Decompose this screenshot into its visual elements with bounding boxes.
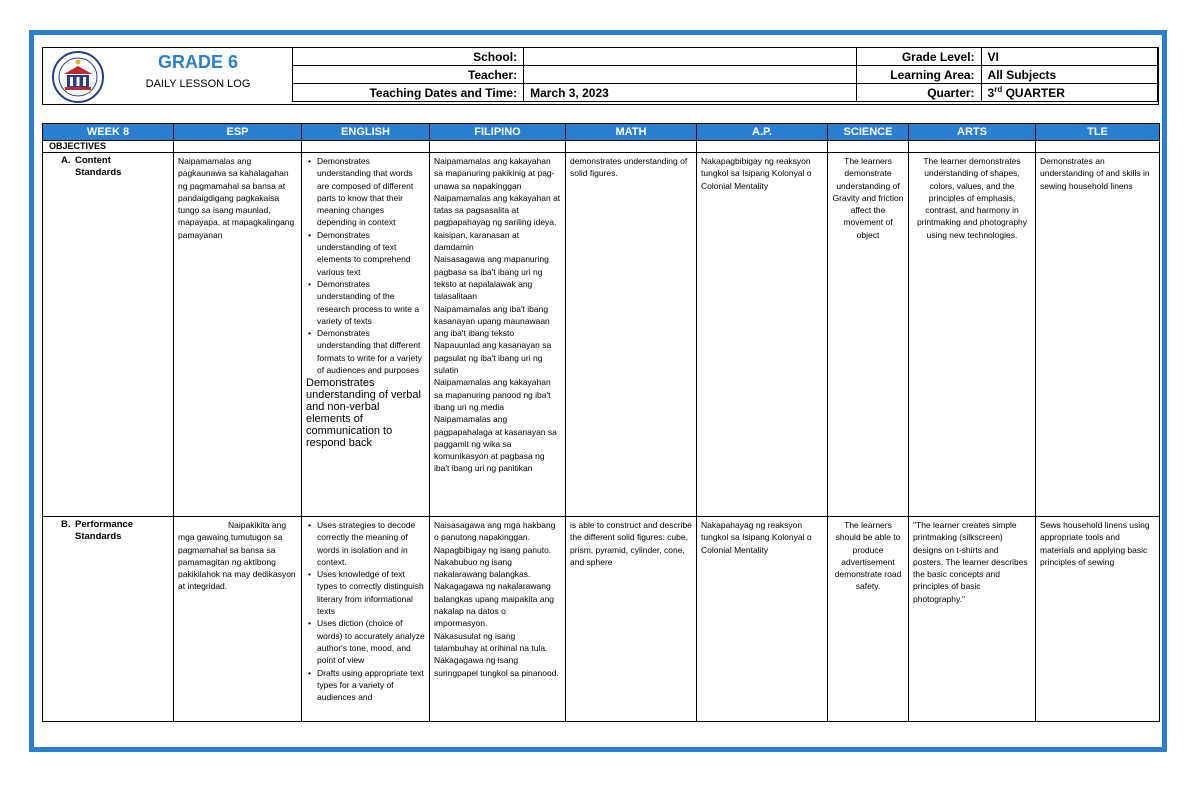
grade-level-field[interactable]: VI <box>981 48 1157 66</box>
list-item: Napauunlad ang kasanayan sa pagsulat ng iba't ibang uri ng sulatin <box>434 340 552 376</box>
col-week: WEEK 8 <box>43 124 174 141</box>
quarter-label: Quarter: <box>856 84 981 102</box>
empty-cell <box>174 141 302 153</box>
content-standards-row <box>43 153 1160 517</box>
empty-cell <box>697 141 828 153</box>
content-esp: Naipamamalas ang pagkaunawa sa kahalagahan ng pagmamahal sa bansa at pandaigdigang pagkakaisa tungo sa isang maunlad, mapayapa, at mapagkalingang pamayanan <box>174 153 302 517</box>
list-item: Nakabubuo ng isang nakalarawang balangkas. <box>434 556 531 580</box>
content-filipino <box>430 153 566 517</box>
content-math: demonstrates understanding of solid figures. <box>566 153 697 517</box>
list-item: Nakagagawa ng isang suringpapel tungkol sa pinanood. <box>434 655 559 678</box>
col-filipino: FILIPINO <box>430 124 566 141</box>
list-item: Napagbibigay ng isang panuto. <box>434 544 552 555</box>
performance-math: is able to construct and describe the different solid figures: cube, prism, pyramid, cylinder, cone, and sphere <box>566 517 697 722</box>
list-item: Naisasagawa ang mapanuring pagbasa sa iba't ibang uri ng teksto at napalalawak ang talasalitaan <box>434 254 549 302</box>
page-frame <box>29 30 1167 752</box>
column-header-row <box>43 124 1160 141</box>
grade-level-label: Grade Level: <box>856 48 981 66</box>
quarter-field[interactable] <box>981 84 1157 102</box>
list-item: Nakasusulat ng isang talambuhay at orihinal na tula. <box>434 630 548 653</box>
performance-ap: Nakapahayag ng reaksyon tungkol sa Isipang Kolonyal o Colonial Mentality <box>697 517 828 722</box>
content-standards-label-cell <box>43 153 174 517</box>
daily-lesson-log-subtitle: DAILY LESSON LOG <box>145 78 251 90</box>
content-english-extra: Demonstrates understanding of verbal and non-verbal elements of communication to respond back <box>306 377 421 450</box>
teaching-dates-field[interactable]: March 3, 2023 <box>524 84 857 102</box>
list-item: Nakagagawa ng nakalarawang balangkas upang maipakita ang nakalap na datos o impormasyon. <box>434 581 555 629</box>
list-item: • Uses strategies to decode correctly the meaning of words in isolation and in context. <box>317 519 425 568</box>
lesson-table <box>42 123 1160 722</box>
list-item: • Uses knowledge of text types to correctly distinguish literary from informational texts <box>317 568 425 617</box>
content-arts: The learner demonstrates understanding of shapes, colors, values, and the principles of emphasis, contrast, and harmony in printmaking and photography using new technologies. <box>909 153 1036 517</box>
objectives-row <box>43 141 1160 153</box>
performance-standards-row <box>43 517 1160 722</box>
empty-cell <box>909 141 1036 153</box>
col-math: MATH <box>566 124 697 141</box>
performance-letter: B. <box>61 519 71 530</box>
col-arts: ARTS <box>909 124 1036 141</box>
performance-tle: Sews household linens using appropriate tools and materials and applying basic principles of sewing <box>1036 517 1160 722</box>
content-science: The learners demonstrate understanding of Gravity and friction affect the movement of object <box>828 153 909 517</box>
quarter-number: 3 <box>987 86 995 100</box>
content-ap: Nakapagbibigay ng reaksyon tungkol sa Isipang Kolonyal o Colonial Mentality <box>697 153 828 517</box>
list-item: • Uses diction (choice of words) to accurately analyze author's tone, mood, and point of view <box>317 617 425 666</box>
performance-standards-label: Performance Standards <box>75 519 134 543</box>
list-item: Naipamamalas ang kakayahan sa mapanuring panood ng iba't ibang uri ng media <box>434 377 551 412</box>
teaching-dates-label: Teaching Dates and Time: <box>293 84 524 102</box>
performance-arts: "The learner creates simple printmaking (silkscreen) designs on t-shirts and posters. The learner describes the basic concepts and principles of basic photography." <box>909 517 1036 722</box>
list-item: Naipamamalas ang kakayahan at tatas sa pagsasalita at pagpapahayag ng sariling ideya, kaisipan, karanasan at damdamin <box>434 192 561 253</box>
header-block <box>42 47 1159 105</box>
col-esp: ESP <box>174 124 302 141</box>
empty-cell <box>302 141 430 153</box>
list-item: • Demonstrates understanding of text elements to comprehend various text <box>317 229 425 278</box>
content-english <box>302 153 430 517</box>
teacher-field[interactable] <box>524 66 857 84</box>
performance-english <box>302 517 430 722</box>
quarter-word: QUARTER <box>1002 86 1065 100</box>
list-item: • Drafts using appropriate text types for a variety of audiences and <box>317 667 425 704</box>
list-item: • Demonstrates understanding that different formats to write for a variety of audiences and purposes <box>317 327 425 376</box>
empty-cell <box>430 141 566 153</box>
school-label: School: <box>293 48 524 66</box>
empty-cell <box>1036 141 1160 153</box>
col-english: ENGLISH <box>302 124 430 141</box>
list-item: Naipamamalas ang kakayahan sa mapanuring pakikinig at pag-unawa sa napakinggan <box>434 156 555 191</box>
performance-filipino <box>430 517 566 722</box>
list-item: • Demonstrates understanding of the research process to write a variety of texts <box>317 278 425 327</box>
learning-area-field[interactable]: All Subjects <box>981 66 1157 84</box>
teacher-label: Teacher: <box>293 66 524 84</box>
school-field[interactable] <box>524 48 857 66</box>
col-ap: A.P. <box>697 124 828 141</box>
list-item: Naipamamalas ang pagpapahalaga at kasanayan sa paggamit ng wika sa komunikasyon at pagbasa ng iba't ibang uri ng panitikan <box>434 414 557 474</box>
empty-cell <box>566 141 697 153</box>
quarter-ordinal: rd <box>994 85 1003 94</box>
performance-standards-label-cell <box>43 517 174 722</box>
col-tle: TLE <box>1036 124 1160 141</box>
grade-title: GRADE 6 <box>157 52 238 72</box>
deped-seal-icon <box>51 50 105 104</box>
list-item: Naisasagawa ang mga hakbang o panutong napakinggan. <box>434 520 556 543</box>
content-letter: A. <box>61 155 71 166</box>
content-tle: Demonstrates an understanding of and skills in sewing household linens <box>1036 153 1160 517</box>
list-item: Naipamamalas ang iba't ibang kasanayan upang maunawaan ang iba't ibang teksto <box>434 303 550 339</box>
empty-cell <box>828 141 909 153</box>
performance-science: The learners should be able to produce advertisement demonstrate road safety. <box>828 517 909 722</box>
list-item: • Demonstrates understanding that words are composed of different parts to know that their meaning changes depending in context <box>317 155 425 229</box>
objectives-label: OBJECTIVES <box>43 141 174 153</box>
performance-esp: Naipakikita ang mga gawaing tumutugon sa pagmamahal sa bansa sa pamamagitan ng aktibong pakikilahok na may dedikasyon at integridad. <box>174 517 302 722</box>
learning-area-label: Learning Area: <box>856 66 981 84</box>
content-standards-label: Content Standards <box>75 155 122 179</box>
col-science: SCIENCE <box>828 124 909 141</box>
school-info-table <box>292 47 1158 102</box>
